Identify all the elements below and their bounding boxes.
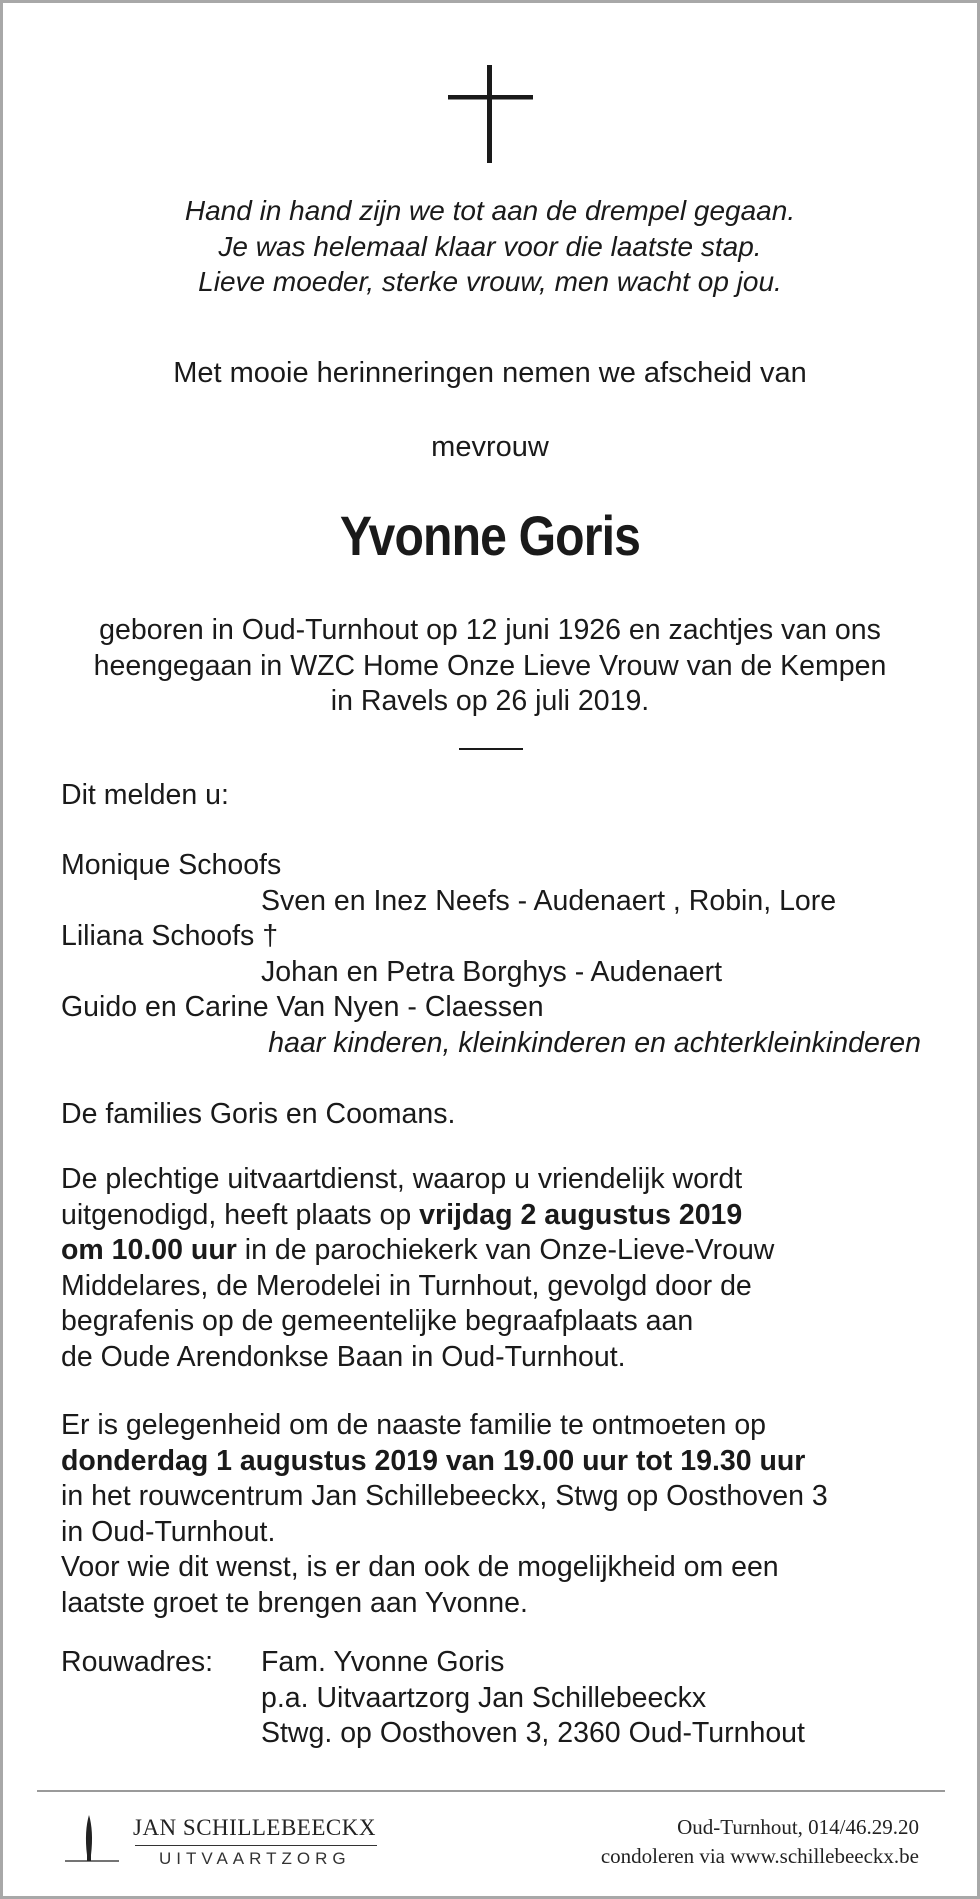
service-text: in de parochiekerk van Onze-Lieve-Vrouw bbox=[236, 1234, 775, 1266]
poem-line: Hand in hand zijn we tot aan de drempel gegaan. bbox=[184, 195, 796, 226]
service-text: uitgenodigd, heeft plaats op bbox=[61, 1198, 420, 1231]
service-line bbox=[61, 1233, 774, 1269]
address-label: Rouwadres: bbox=[61, 1646, 214, 1678]
address-row bbox=[61, 1681, 805, 1717]
service-line: begrafenis op de gemeentelijke begraafplaats aan bbox=[61, 1305, 694, 1337]
cross-icon bbox=[448, 65, 533, 163]
families-line: De families Goris en Coomans. bbox=[61, 1098, 456, 1130]
meeting-line: Voor wie dit wenst, is er dan ook de mogelijkheid om een bbox=[61, 1551, 779, 1583]
meeting-line: Er is gelegenheid om de naaste familie te ontmoeten op bbox=[61, 1409, 767, 1441]
meeting-line: laatste groet te brengen aan Yvonne. bbox=[61, 1586, 528, 1619]
family-relation: haar kinderen, kleinkinderen en achterkleinkinderen bbox=[268, 1026, 921, 1059]
logo-name: JAN SCHILLEBEECKX bbox=[133, 1815, 376, 1840]
contact-phone: Oud-Turnhout, 014/46.29.20 bbox=[677, 1815, 919, 1839]
service-time: om 10.00 uur bbox=[61, 1234, 237, 1266]
family-line: Sven en Inez Neefs - Audenaert , Robin, Lore bbox=[261, 884, 837, 917]
address-line: Stwg. op Oosthoven 3, 2360 Oud-Turnhout bbox=[261, 1717, 805, 1749]
funeral-home-contact bbox=[601, 1813, 919, 1871]
family-line: Liliana Schoofs † bbox=[61, 920, 279, 952]
poem bbox=[3, 193, 977, 300]
logo-subtitle: UITVAARTZORG bbox=[159, 1849, 351, 1868]
address-row bbox=[61, 1645, 805, 1681]
service-date: vrijdag 2 augustus 2019 bbox=[419, 1198, 743, 1231]
meeting-line: in het rouwcentrum Jan Schillebeeckx, Stwg op Oosthoven 3 bbox=[61, 1480, 828, 1512]
deceased-name: Yvonne Goris bbox=[339, 504, 641, 567]
contact-website: condoleren via www.schillebeeckx.be bbox=[600, 1844, 919, 1868]
visitation-info bbox=[61, 1408, 828, 1621]
address-row bbox=[61, 1716, 805, 1752]
cypress-tree-icon bbox=[63, 1811, 123, 1867]
intro-text: Met mooie herinneringen nemen we afscheid van bbox=[173, 357, 807, 389]
service-line bbox=[61, 1198, 774, 1234]
service-line: Middelares, de Merodelei in Turnhout, gevolgd door de bbox=[61, 1269, 752, 1302]
meeting-line: in Oud-Turnhout. bbox=[61, 1515, 276, 1548]
birth-line: geboren in Oud-Turnhout op 12 juni 1926 en zachtjes van ons bbox=[99, 614, 881, 646]
service-line: de Oude Arendonkse Baan in Oud-Turnhout. bbox=[61, 1340, 626, 1373]
funeral-service bbox=[61, 1162, 774, 1375]
family-list bbox=[61, 848, 921, 1061]
announcement-heading: Dit melden u: bbox=[61, 779, 229, 811]
birth-death-info bbox=[3, 613, 977, 720]
service-line: De plechtige uitvaartdienst, waarop u vriendelijk wordt bbox=[61, 1163, 743, 1195]
footer-divider bbox=[37, 1790, 945, 1792]
meeting-line bbox=[61, 1444, 828, 1480]
address-line: p.a. Uitvaartzorg Jan Schillebeeckx bbox=[261, 1681, 707, 1714]
family-line: Monique Schoofs bbox=[61, 849, 282, 881]
divider bbox=[459, 748, 523, 750]
address-line: Fam. Yvonne Goris bbox=[261, 1646, 505, 1678]
title-prefix: mevrouw bbox=[431, 431, 549, 463]
birth-line: heengegaan in WZC Home Onze Lieve Vrouw van de Kempen bbox=[93, 649, 887, 682]
mourning-address bbox=[61, 1645, 805, 1752]
meeting-datetime: donderdag 1 augustus 2019 van 19.00 uur tot 19.30 uur bbox=[61, 1444, 806, 1477]
logo-rule bbox=[135, 1845, 377, 1846]
family-line: Johan en Petra Borghys - Audenaert bbox=[261, 955, 723, 988]
birth-line: in Ravels op 26 juli 2019. bbox=[330, 685, 650, 717]
family-line: Guido en Carine Van Nyen - Claessen bbox=[61, 991, 544, 1023]
poem-line: Lieve moeder, sterke vrouw, men wacht op jou. bbox=[198, 266, 782, 297]
poem-line: Je was helemaal klaar voor die laatste stap. bbox=[218, 230, 762, 262]
